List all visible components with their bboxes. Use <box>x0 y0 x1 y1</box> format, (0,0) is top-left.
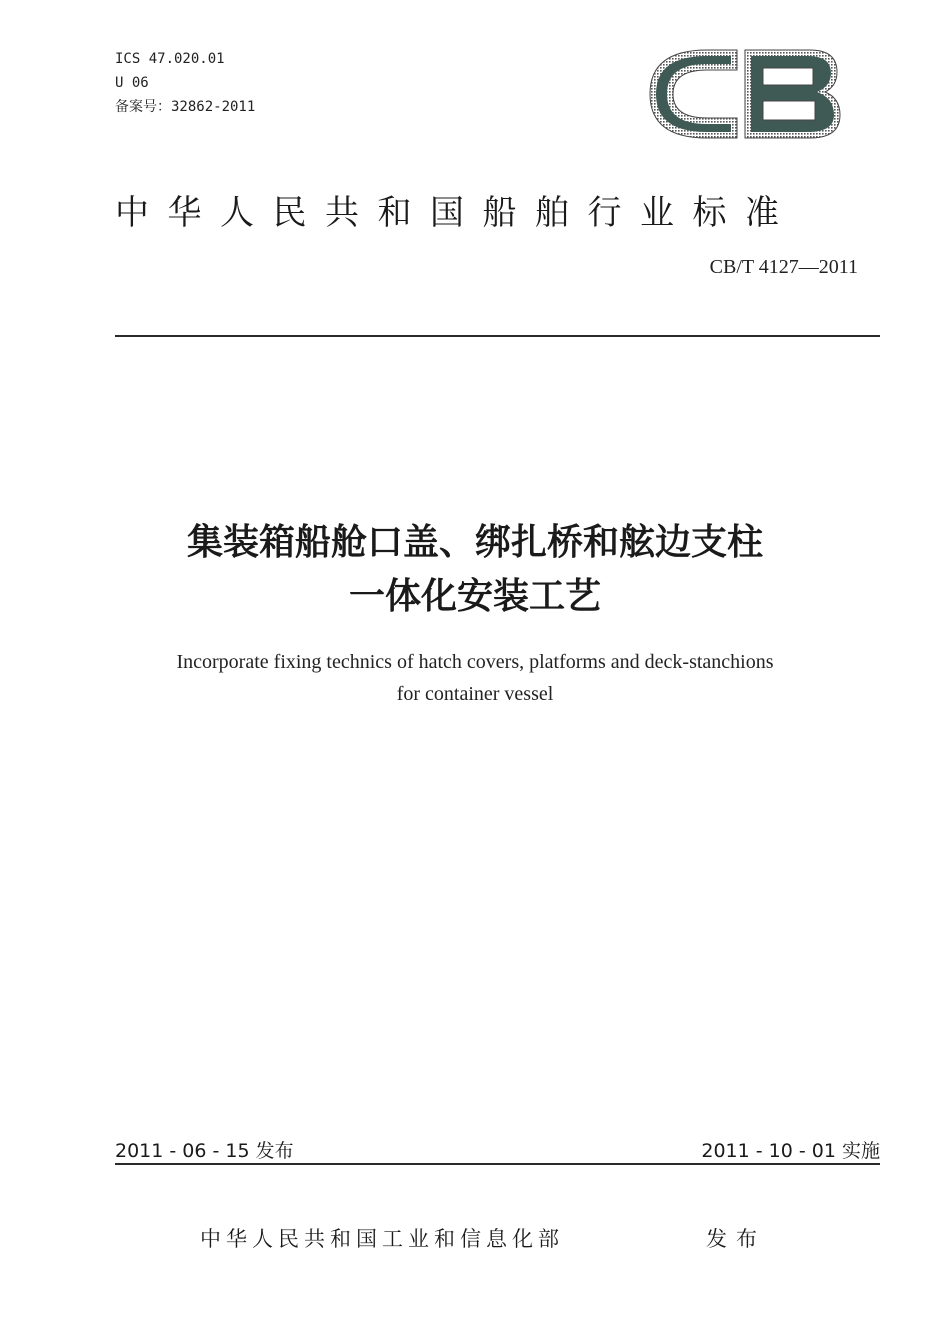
footer-divider <box>115 1163 880 1165</box>
org-title: 中华人民共和国船舶行业标准 <box>115 193 798 233</box>
standard-number: CB/T 4127—2011 <box>709 256 858 278</box>
title-cn-line1: 集装箱船舱口盖、绑扎桥和舷边支柱 <box>186 522 763 563</box>
title-en-line1: Incorporate fixing technics of hatch covers, platforms and deck-stanchions <box>176 651 774 673</box>
issue-date: 2011 - 06 - 15 发布 <box>115 1140 294 1162</box>
classification-block <box>115 47 255 119</box>
implement-date: 2011 - 10 - 01 实施 <box>701 1140 880 1162</box>
cb-standard-logo <box>645 40 845 148</box>
publisher-name: 中华人民共和国工业和信息化部 <box>200 1227 564 1251</box>
record-number: 备案号：32862-2011 <box>115 99 256 115</box>
title-en-line2: for container vessel <box>396 683 554 705</box>
ics-code: ICS 47.020.01 <box>115 51 225 67</box>
title-cn-line2: 一体化安装工艺 <box>348 576 601 617</box>
ccs-code: U 06 <box>115 75 149 91</box>
header-divider <box>115 335 880 337</box>
publish-label: 发布 <box>706 1227 766 1251</box>
